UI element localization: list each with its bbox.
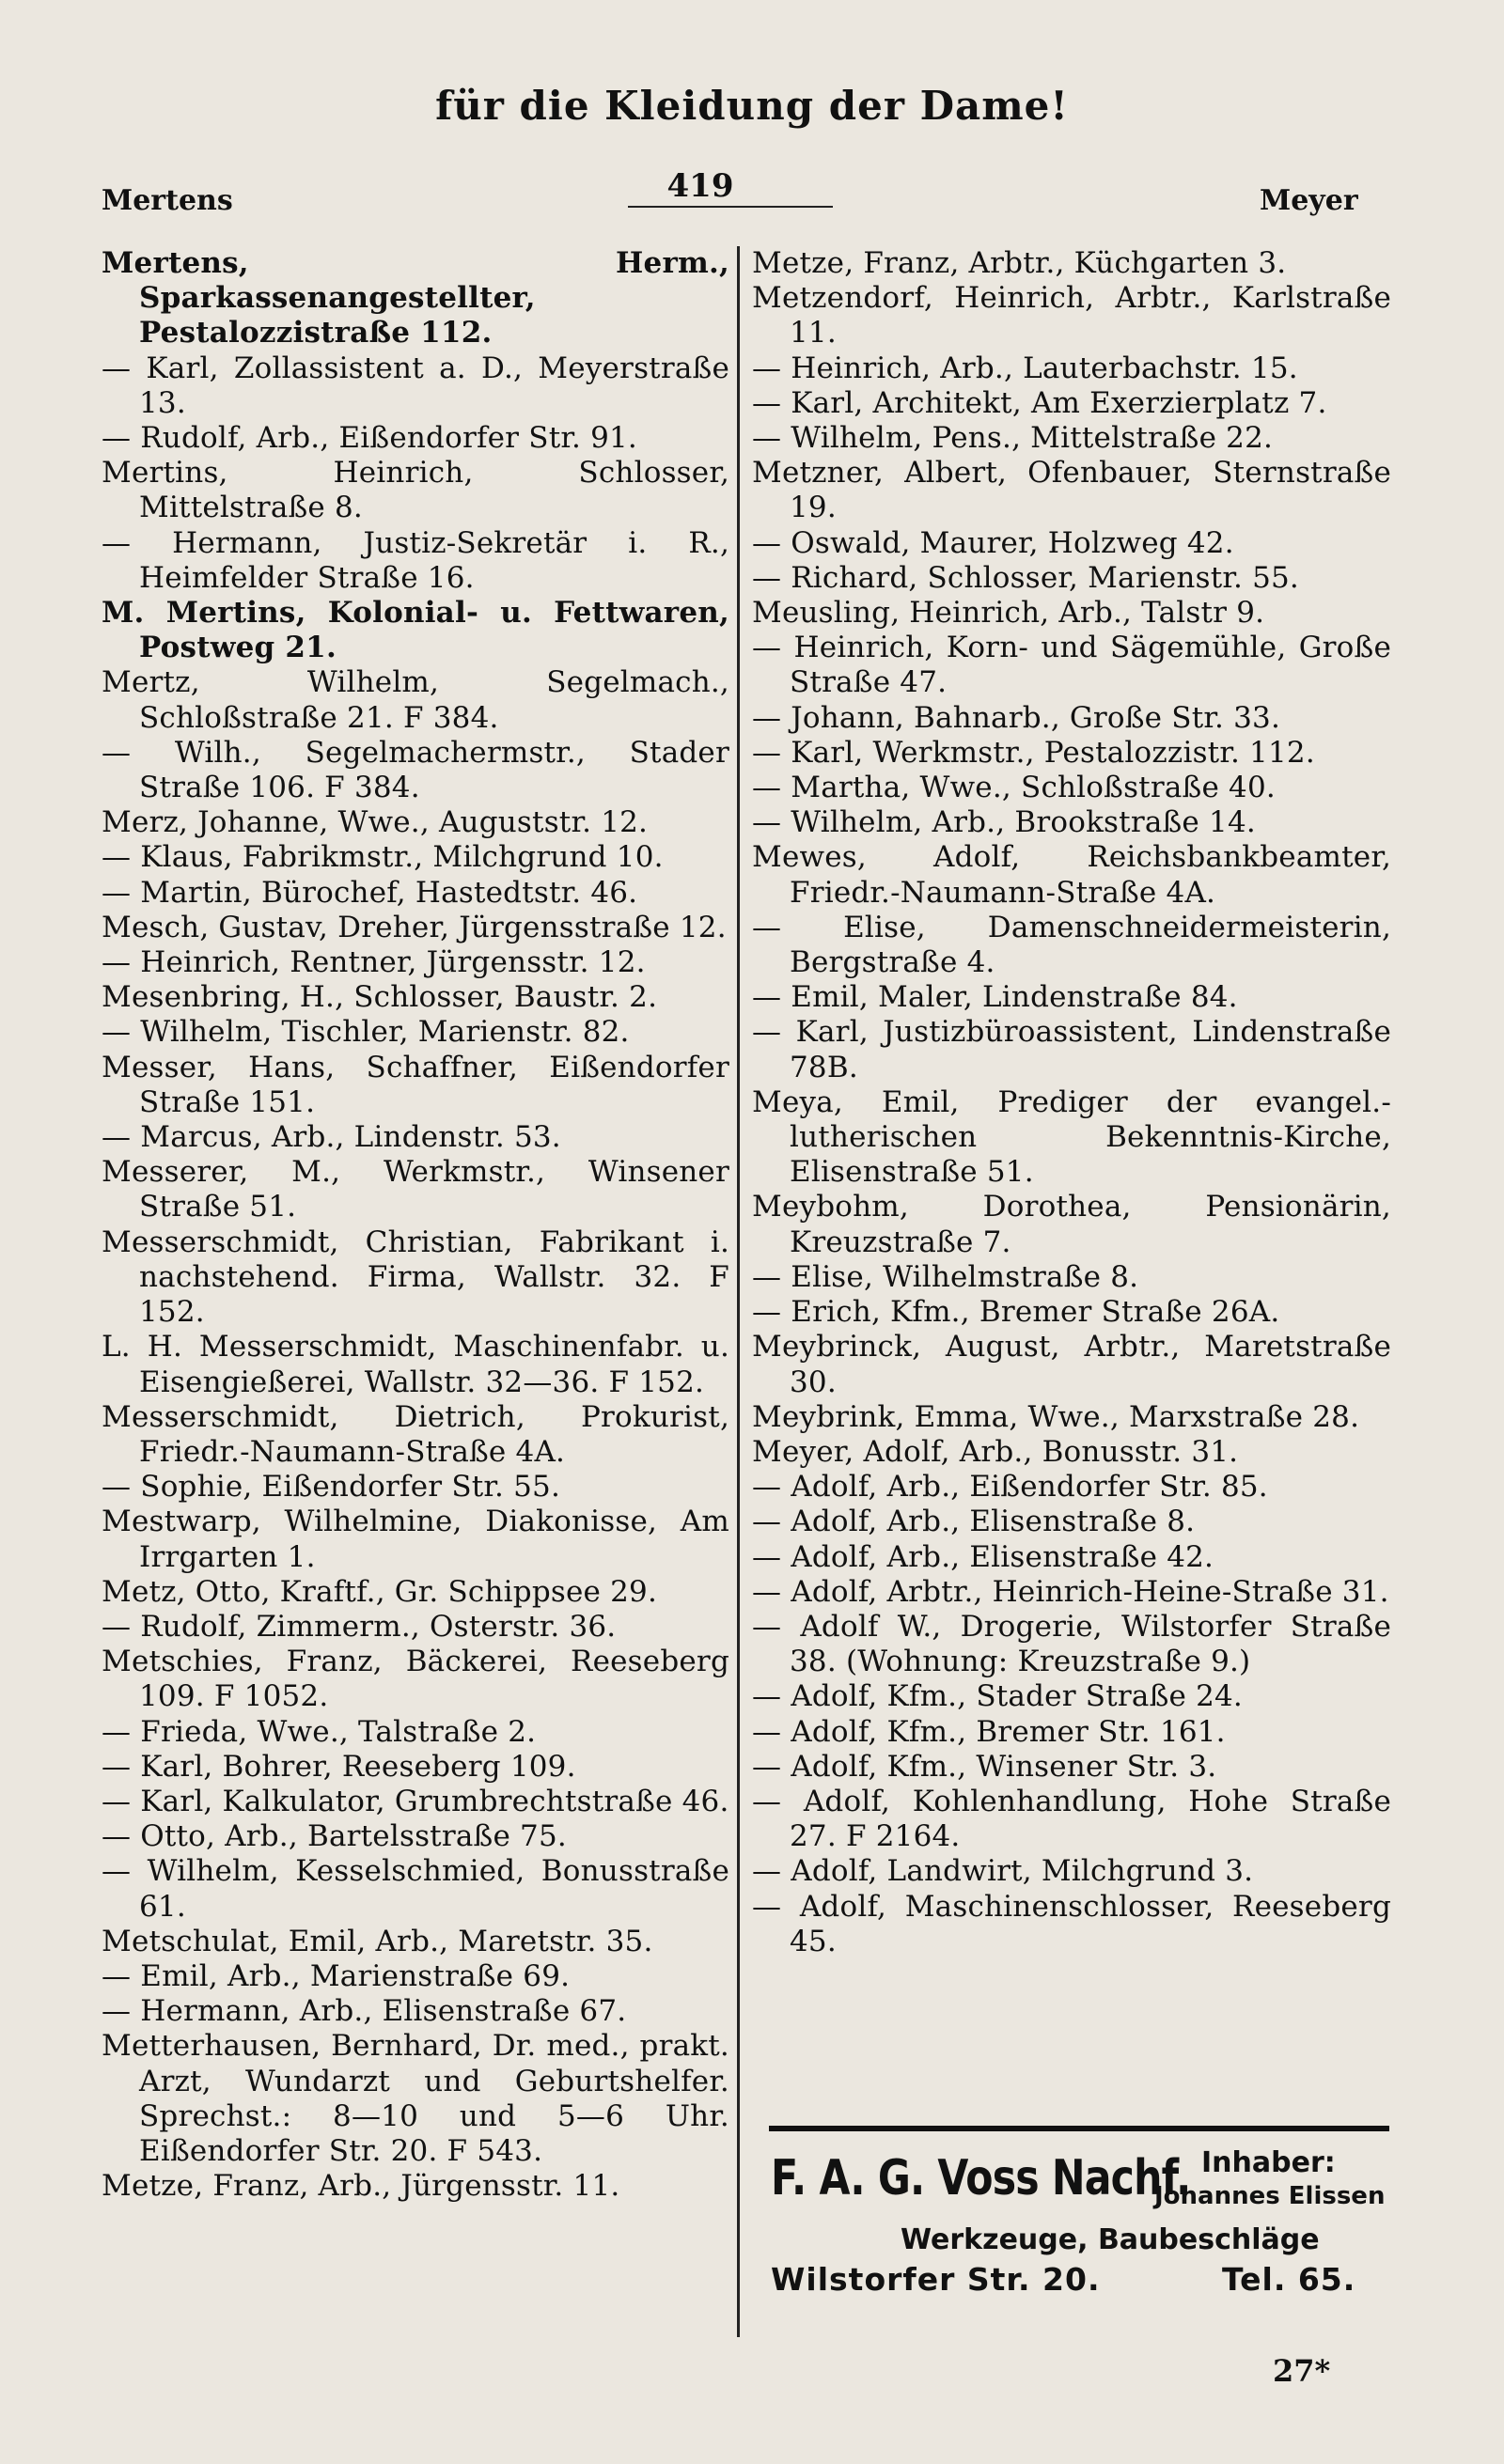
directory-entry: — Rudolf, Zimmerm., Osterstr. 36. [102,1609,617,1644]
directory-entry: — Elise, Wilhelmstraße 8. [752,1259,1139,1294]
left-column [102,246,729,2204]
directory-entry: L. H. Messerschmidt, Maschinenfabr. u. Eisengießerei, Wallstr. 32—36. F 152. [102,1330,729,1399]
directory-entry: — Adolf, Arb., Elisenstraße 8. [752,1505,1196,1539]
page-number-rule [628,206,833,208]
directory-entry: Mestwarp, Wilhelmine, Diakonisse, Am Irrgarten 1. [102,1505,729,1574]
advertisement-phone: Tel. 65. [1222,2261,1356,2298]
directory-entry: — Marcus, Arb., Lindenstr. 53. [102,1120,561,1155]
directory-entry: Meyer, Adolf, Arb., Bonusstr. 31. [752,1434,1239,1469]
sheet-signature: 27* [1273,2353,1331,2389]
directory-entry: Metterhausen, Bernhard, Dr. med., prakt. Arzt, Wundarzt und Geburtshelfer. Sprechst.: 8—10 und 5—6 Uhr. Eißendorfer Str. 20. F 543. [102,2029,729,2168]
directory-entry: Metschulat, Emil, Arb., Maretstr. 35. [102,1924,653,1958]
directory-entry: — Emil, Maler, Lindenstraße 84. [752,980,1238,1015]
directory-entry: — Erich, Kfm., Bremer Straße 26A. [752,1295,1280,1330]
directory-entry: — Sophie, Eißendorfer Str. 55. [102,1470,561,1505]
directory-entry: — Karl, Kalkulator, Grumbrechtstraße 46. [102,1784,729,1818]
directory-entry: — Emil, Arb., Marienstraße 69. [102,1958,571,1993]
directory-entry: — Adolf, Landwirt, Milchgrund 3. [752,1854,1254,1889]
directory-entry: — Heinrich, Korn- und Sägemühle, Große Straße 47. [752,631,1391,700]
directory-entry: — Adolf, Kfm., Winsener Str. 3. [752,1749,1217,1784]
directory-entry: Merz, Johanne, Wwe., Auguststr. 12. [102,805,649,840]
directory-entry: — Heinrich, Rentner, Jürgensstr. 12. [102,945,646,980]
advertisement [769,2126,1389,2302]
directory-entry: — Hermann, Justiz-Sekretär i. R., Heimfelder Straße 16. [102,525,729,595]
directory-entry: Messer, Hans, Schaffner, Eißendorfer Straße 151. [102,1050,729,1119]
directory-entry: — Hermann, Arb., Elisenstraße 67. [102,1994,627,2029]
directory-entry: — Otto, Arb., Bartelsstraße 75. [102,1819,567,1854]
directory-entry: Metz, Otto, Kraftf., Gr. Schippsee 29. [102,1574,658,1609]
directory-entry: — Adolf, Kfm., Bremer Str. 161. [752,1714,1226,1749]
directory-entry: — Adolf W., Drogerie, Wilstorfer Straße 38. (Wohnung: Kreuzstraße 9.) [752,1609,1391,1679]
directory-entry: Meybrink, Emma, Wwe., Marxstraße 28. [752,1399,1360,1434]
directory-entry: — Karl, Bohrer, Reeseberg 109. [102,1749,576,1784]
directory-entry: Metschies, Franz, Bäckerei, Reeseberg 109. F 1052. [102,1645,729,1714]
directory-entry: — Wilh., Segelmachermstr., Stader Straße 106. F 384. [102,735,729,805]
advertisement-firm: F. A. G. Voss Nachf. [771,2150,1191,2207]
directory-entry: — Karl, Zollassistent a. D., Meyerstraße 13. [102,351,729,420]
directory-entry: — Rudolf, Arb., Eißendorfer Str. 91. [102,421,637,456]
directory-entry: — Klaus, Fabrikmstr., Milchgrund 10. [102,840,664,875]
directory-entry: M. Mertins, Kolonial- u. Fettwaren, Postweg 21. [102,596,729,665]
running-head-left: Mertens [102,184,233,217]
directory-entry: — Adolf, Maschinenschlosser, Reeseberg 45. [752,1889,1391,1958]
directory-entry: Messerer, M., Werkmstr., Winsener Straße 51. [102,1155,729,1224]
directory-entry: — Wilhelm, Pens., Mittelstraße 22. [752,421,1274,456]
column-divider [737,246,740,2337]
directory-entry: Mertins, Heinrich, Schlosser, Mittelstraße 8. [102,456,729,525]
directory-entry: — Richard, Schlosser, Marienstr. 55. [752,560,1299,595]
directory-entry: — Wilhelm, Tischler, Marienstr. 82. [102,1015,630,1050]
directory-entry: Mewes, Adolf, Reichsbankbeamter, Friedr.-Naumann-Straße 4A. [752,840,1391,910]
advertisement-owner-name: Johannes Elissen [1154,2182,1386,2210]
directory-entry: — Johann, Bahnarb., Große Str. 33. [752,700,1280,735]
directory-entry: Metze, Franz, Arbtr., Küchgarten 3. [752,246,1287,280]
directory-entry: — Adolf, Arbtr., Heinrich-Heine-Straße 31. [752,1574,1389,1609]
directory-entry: — Elise, Damenschneidermeisterin, Bergstraße 4. [752,910,1391,980]
advertisement-rule [769,2126,1389,2131]
directory-entry: — Frieda, Wwe., Talstraße 2. [102,1714,537,1749]
directory-entry: Mertens, Herm., Sparkassenangestellter, Pestalozzistraße 112. [102,246,729,351]
directory-entry: — Adolf, Kfm., Stader Straße 24. [752,1679,1243,1714]
directory-entry: Mesch, Gustav, Dreher, Jürgensstraße 12. [102,910,727,944]
directory-entry: — Martin, Bürochef, Hastedtstr. 46. [102,875,638,910]
directory-entry: Meusling, Heinrich, Arb., Talstr 9. [752,596,1265,631]
directory-entry: Metze, Franz, Arb., Jürgensstr. 11. [102,2169,620,2204]
directory-entry: Mesenbring, H., Schlosser, Baustr. 2. [102,980,658,1015]
directory-entry: — Karl, Justizbüroassistent, Lindenstraße 78B. [752,1015,1391,1084]
directory-entry: — Karl, Werkmstr., Pestalozzistr. 112. [752,735,1315,770]
directory-entry: — Adolf, Arb., Elisenstraße 42. [752,1539,1214,1574]
directory-entry: Messerschmidt, Christian, Fabrikant i. nachstehend. Firma, Wallstr. 32. F 152. [102,1224,729,1330]
top-advert-line: für die Kleidung der Dame! [435,83,1069,129]
directory-entry: Meybrinck, August, Arbtr., Maretstraße 30. [752,1330,1391,1399]
directory-entry: — Martha, Wwe., Schloßstraße 40. [752,771,1276,805]
directory-entry: — Karl, Architekt, Am Exerzierplatz 7. [752,385,1327,420]
directory-entry: Messerschmidt, Dietrich, Prokurist, Friedr.-Naumann-Straße 4A. [102,1399,729,1469]
directory-entry: — Oswald, Maurer, Holzweg 42. [752,525,1234,560]
advertisement-products: Werkzeuge, Baubeschläge [901,2223,1320,2256]
advertisement-address: Wilstorfer Str. 20. [771,2261,1101,2298]
directory-entry: Meya, Emil, Prediger der evangel.-lutherischen Bekenntnis-Kirche, Elisenstraße 51. [752,1084,1391,1190]
directory-entry: — Heinrich, Arb., Lauterbachstr. 15. [752,351,1298,385]
running-head-right: Meyer [1260,184,1358,217]
advertisement-owner-label: Inhaber: [1201,2146,1336,2179]
directory-entry: Mertz, Wilhelm, Segelmach., Schloßstraße 21. F 384. [102,665,729,735]
directory-entry: — Wilhelm, Kesselschmied, Bonusstraße 61. [102,1854,729,1924]
directory-entry: Metzner, Albert, Ofenbauer, Sternstraße 19. [752,456,1391,525]
directory-entry: Metzendorf, Heinrich, Arbtr., Karlstraße 11. [752,281,1391,351]
page-number: 419 [666,167,734,205]
directory-entry: — Wilhelm, Arb., Brookstraße 14. [752,805,1256,840]
directory-entry: Meybohm, Dorothea, Pensionärin, Kreuzstraße 7. [752,1190,1391,1259]
right-column [752,246,1391,1959]
directory-entry: — Adolf, Arb., Eißendorfer Str. 85. [752,1470,1268,1505]
directory-entry: — Adolf, Kohlenhandlung, Hohe Straße 27. F 2164. [752,1784,1391,1854]
